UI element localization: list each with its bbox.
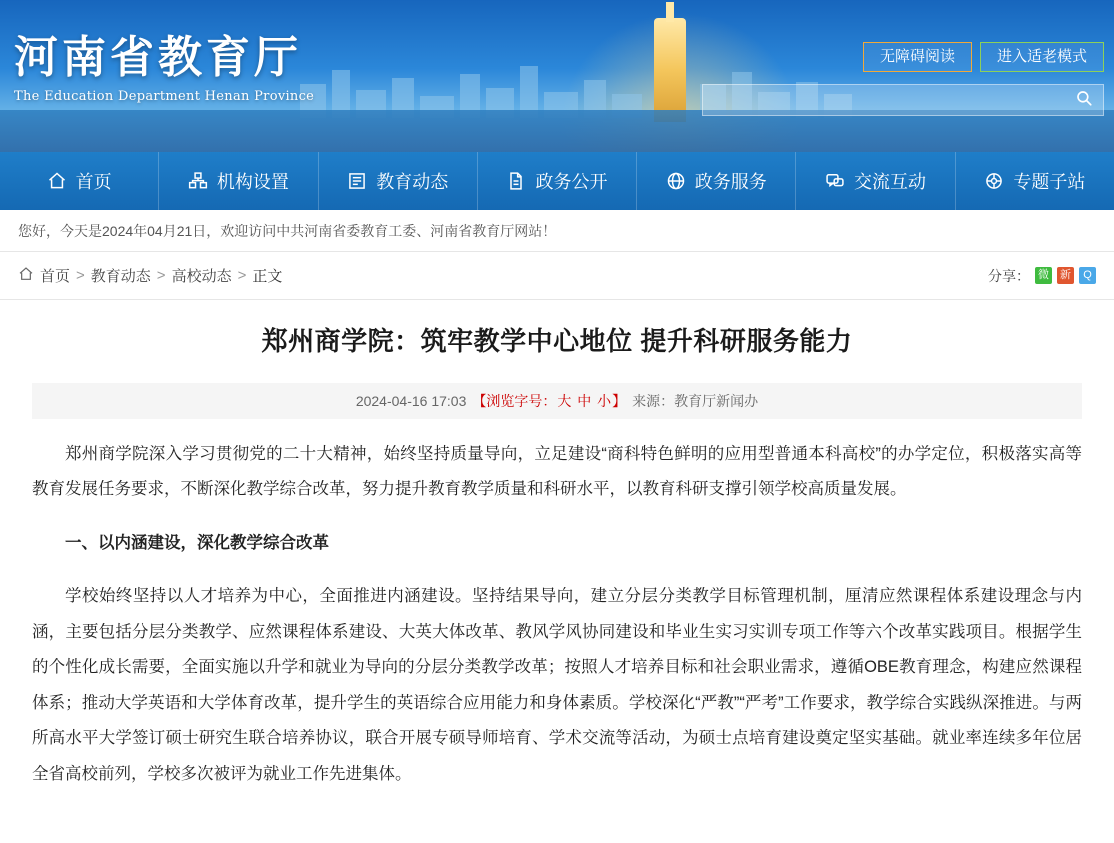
article (0, 300, 1114, 792)
breadcrumb (18, 265, 282, 286)
nav-label: 交流互动 (854, 172, 927, 192)
nav-item-subsite[interactable] (956, 152, 1114, 210)
welcome-notice: 您好，今天是2024年04月21日，欢迎访问中共河南省委教育工委、河南省教育厅网站！ (0, 210, 1114, 252)
article-paragraph: 学校始终坚持以人才培养为中心，全面推进内涵建设。坚持结果导向，建立分层分类教学目标管理机制，厘清应然课程体系建设理念与内涵，主要包括分层分类教学、应然课程体系建设、大英大体改革、教风学风协同建设和毕业生实习实训专项工作等六个改革实践项目。根据学生的个性化成长需要，全面实施以升学和就业为导向的分层分类教学改革；按照人才培养目标和社会职业需求，遵循OBE教育理念，构建应然课程体系；推动大学英语和大学体育改革，提升学生的英语综合应用能力和身体素质。学校深化“严教”“严考”工作要求，教学综合实践纵深推进。与两所高水平大学签订硕士研究生联合培养协议，联合开展专硕导师培育、学术交流等活动，为硕士点培育建设奠定坚实基础。就业率连续多年位居全省高校前列，学校多次被评为就业工作先进集体。 (32, 587, 1082, 783)
share-label: 分享： (988, 267, 1030, 284)
article-source: 来源：教育厅新闻办 (632, 393, 759, 409)
article-date: 2024-04-16 17:03 (355, 393, 467, 409)
nav-label: 首页 (75, 172, 112, 192)
article-section-heading: 一、以内涵建设，深化教学综合改革 (65, 533, 329, 552)
fontsize-label: 【浏览字号： (472, 393, 557, 409)
breadcrumb-row (0, 252, 1114, 300)
site-name-cn: 河南省教育厅 (14, 32, 302, 83)
home-icon (47, 171, 67, 191)
article-meta (32, 383, 1082, 419)
nav-label: 政务服务 (694, 172, 767, 192)
qq-share-icon[interactable]: Q (1079, 267, 1096, 284)
search-bar[interactable] (702, 84, 1104, 116)
chat-icon (825, 171, 845, 191)
nav-item-interaction[interactable] (796, 152, 955, 210)
fontsize-close: 】 (612, 393, 627, 409)
breadcrumb-separator: > (237, 267, 247, 284)
breadcrumb-item-university-news[interactable]: 高校动态 (171, 268, 232, 285)
nav-label: 政务公开 (535, 172, 608, 192)
page-title: 郑州商学院：筑牢教学中心地位 提升科研服务能力 (261, 326, 853, 356)
fontsize-control (472, 391, 626, 411)
accessibility-button[interactable]: 无障碍阅读 (863, 42, 972, 72)
nav-label: 专题子站 (1013, 172, 1086, 192)
breadcrumb-item-home[interactable]: 首页 (40, 268, 71, 285)
nav-item-affairs-disclosure[interactable] (478, 152, 637, 210)
article-body (32, 437, 1082, 792)
site-name-en: The Education Department Henan Province (14, 89, 315, 104)
breadcrumb-item-news[interactable]: 教育动态 (90, 268, 151, 285)
org-icon (188, 171, 208, 191)
main-nav (0, 152, 1114, 210)
banner-water (0, 110, 1114, 152)
service-icon (666, 171, 686, 191)
breadcrumb-item-current: 正文 (252, 268, 283, 285)
globe-icon (984, 171, 1004, 191)
nav-item-news[interactable] (319, 152, 478, 210)
nav-label: 机构设置 (216, 172, 289, 192)
tower-illustration (640, 4, 700, 122)
fontsize-small-button[interactable]: 小 (597, 393, 612, 409)
nav-item-home[interactable] (0, 152, 159, 210)
nav-item-organization[interactable] (159, 152, 318, 210)
nav-label: 教育动态 (376, 172, 449, 192)
news-icon (347, 171, 367, 191)
share-group (988, 266, 1096, 286)
search-input[interactable] (703, 85, 1065, 115)
wechat-share-icon[interactable]: 微 (1035, 267, 1052, 284)
elderly-mode-button[interactable]: 进入适老模式 (980, 42, 1104, 72)
banner-buttons (863, 42, 1104, 72)
fontsize-medium-button[interactable]: 中 (577, 393, 592, 409)
site-logo[interactable] (14, 32, 315, 104)
article-paragraph: 郑州商学院深入学习贯彻党的二十大精神，始终坚持质量导向，立足建设“商科特色鲜明的应用型普通本科高校”的办学定位，积极落实高等教育发展任务要求，不断深化教学综合改革，努力提升教育教学质量和科研水平，以教育科研支撑引领学校高质量发展。 (32, 445, 1082, 499)
search-icon[interactable] (1065, 89, 1103, 112)
breadcrumb-separator: > (156, 267, 166, 284)
site-banner (0, 0, 1114, 152)
sina-weibo-share-icon[interactable]: 新 (1057, 267, 1074, 284)
fontsize-large-button[interactable]: 大 (557, 393, 572, 409)
nav-item-affairs-service[interactable] (637, 152, 796, 210)
home-icon[interactable] (18, 266, 34, 286)
breadcrumb-separator: > (76, 267, 85, 284)
document-icon (506, 171, 526, 191)
